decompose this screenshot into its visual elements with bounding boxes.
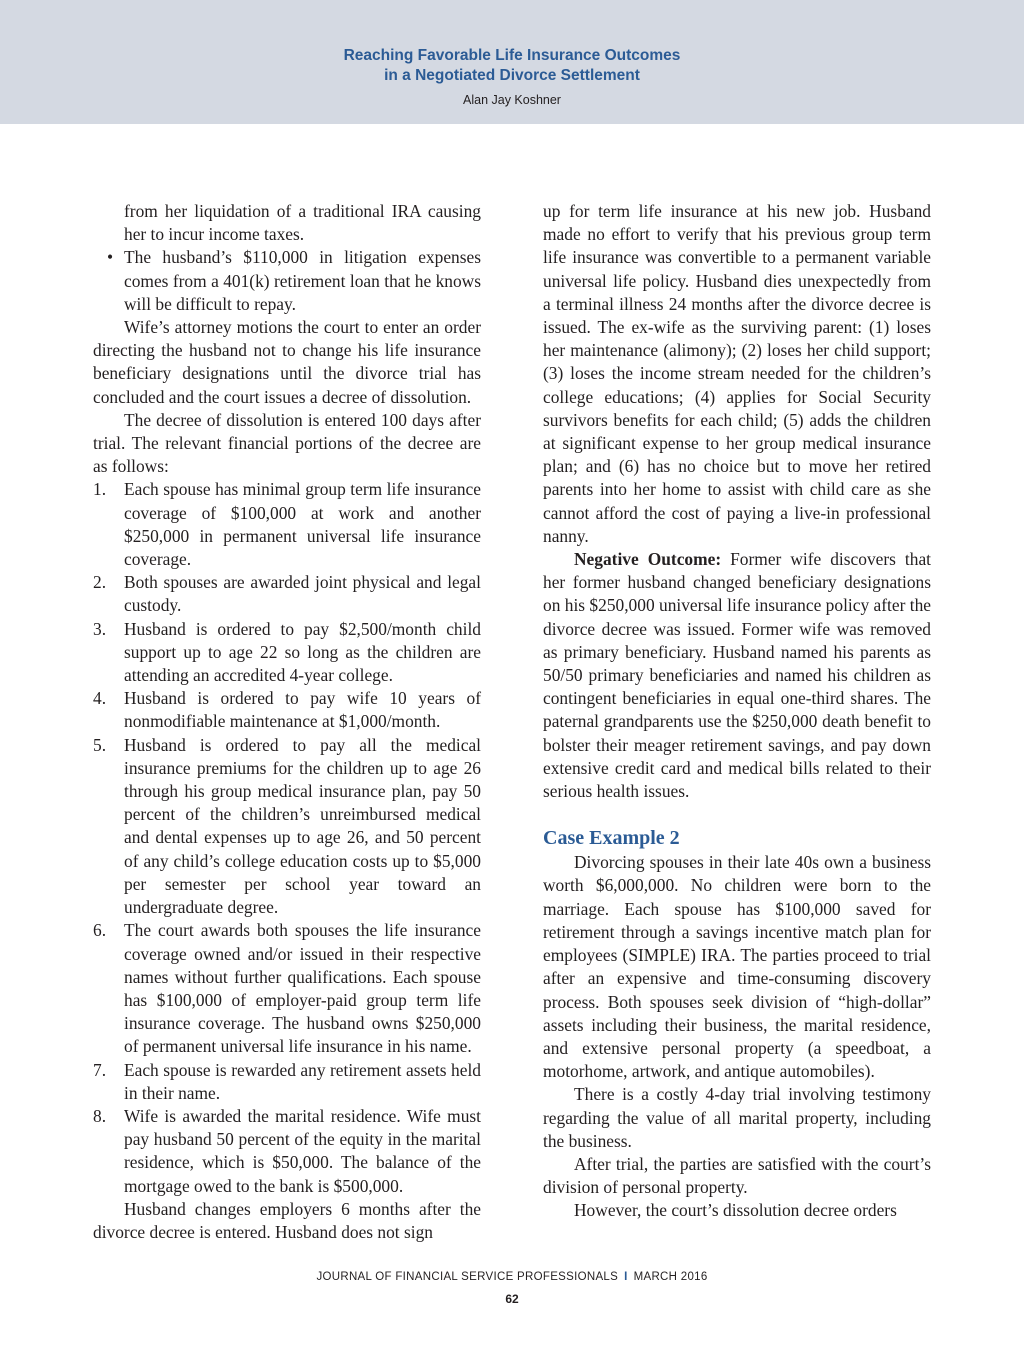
decree-list — [93, 478, 481, 1197]
paragraph-husband-changes-employers: Husband changes employers 6 months after the divorce decree is entered. Husband does not sign — [93, 1198, 481, 1242]
bullet-mark: • — [107, 247, 114, 268]
list-item — [93, 478, 481, 571]
page-number: 62 — [505, 1292, 519, 1306]
list-number: 2. — [93, 572, 107, 593]
list-item — [93, 919, 481, 1058]
list-text: Husband is ordered to pay $2,500/month child support up to age 22 so long as the children are attending an accredited 4-year college. — [124, 618, 481, 686]
paragraph-after-trial: After trial, the parties are satisfied with the court’s division of personal property. — [543, 1153, 931, 1198]
paragraph-trial: There is a costly 4-day trial involving testimony regarding the value of all marital property, including the business. — [543, 1084, 931, 1151]
list-text: Both spouses are awarded joint physical and legal custody. — [124, 572, 481, 616]
paragraph-case-intro: Divorcing spouses in their late 40s own a business worth $6,000,000. No children were born to the marriage. Each spouse has $100,000 saved for retirement through a savings incentive match plan for employees (SIMPLE) IRA. The parties proceed to trial after an expensive and time-consuming discovery process. Both spouses seek division of “high-dollar” assets including their business, the marital residence, and extensive personal property (a speedboat, a motorhome, artwork, and antique automobiles). — [543, 852, 931, 1082]
list-item — [93, 687, 481, 733]
section-heading: Case Example 2 — [543, 827, 680, 850]
list-item — [93, 1105, 481, 1198]
list-item — [93, 618, 481, 688]
list-number: 7. — [93, 1059, 107, 1080]
page-footer — [0, 1271, 1024, 1283]
paragraph-attorney-motion: Wife’s attorney motions the court to enter an order directing the husband not to change his life insurance beneficiary designations until the divorce trial has concluded and the court issues a decree of dissolution. — [93, 317, 481, 407]
list-number: 1. — [93, 479, 107, 500]
right-column — [543, 200, 931, 1223]
footer-separator: I — [624, 1271, 628, 1283]
paragraph-negative-outcome — [543, 548, 931, 803]
list-text: Husband is ordered to pay all the medical insurance premiums for the children up to age 26 through his group medical insurance plan, pay 50 percent of the children’s unreimbursed medical and dental expenses up to age 26, and 50 percent of any child’s college education costs up to $5,000 per semester per school year toward an undergraduate degree. — [124, 734, 481, 918]
paragraph-decree-entered: The decree of dissolution is entered 100 days after trial. The relevant financial portions of the decree are as follows: — [93, 409, 481, 477]
left-column — [93, 200, 481, 1244]
list-number: 6. — [93, 920, 107, 941]
list-item — [93, 734, 481, 920]
list-text: The court awards both spouses the life insurance coverage owned and/or issued in their respective names without further qualifications. Each spouse has $100,000 of employer-paid group term life insurance coverage. The husband owns $250,000 of permanent universal life insurance in his name. — [124, 920, 481, 1057]
list-item — [93, 571, 481, 617]
article-title-line-1: Reaching Favorable Life Insurance Outcomes — [343, 47, 681, 64]
list-number: 8. — [93, 1105, 107, 1126]
list-text: Wife is awarded the marital residence. Wife must pay husband 50 percent of the equity in the marital residence, which is $50,000. The balance of the mortgage owed to the bank is $500,000. — [124, 1105, 481, 1196]
bullet-text: The husband’s $110,000 in litigation expenses comes from a 401(k) retirement loan that he knows will be difficult to repay. — [124, 247, 481, 314]
journal-name: JOURNAL OF FINANCIAL SERVICE PROFESSIONALS — [316, 1271, 619, 1283]
list-number: 5. — [93, 734, 107, 755]
issue-date: MARCH 2016 — [633, 1271, 708, 1283]
continued-bullet-text: from her liquidation of a traditional IRA causing her to incur income taxes. — [124, 201, 481, 245]
negative-outcome-label: Negative Outcome: — [574, 549, 722, 570]
bullet-item — [93, 246, 481, 316]
list-number: 4. — [93, 688, 107, 709]
list-text: Each spouse has minimal group term life insurance coverage of $100,000 at work and another $250,000 in permanent universal life insurance coverage. — [124, 479, 481, 570]
article-author: Alan Jay Koshner — [463, 93, 561, 107]
article-title-line-2: in a Negotiated Divorce Settlement — [384, 67, 640, 84]
list-text: Husband is ordered to pay wife 10 years of nonmodifiable maintenance at $1,000/month. — [124, 688, 481, 732]
list-number: 3. — [93, 618, 107, 639]
paragraph-continued: up for term life insurance at his new job. Husband made no effort to verify that his previous group term life insurance was convertible to a permanent variable universal life policy. Husband dies unexpectedly from a terminal illness 24 months after the divorce decree is issued. The ex-wife as the surviving parent: (1) loses her maintenance (alimony); (2) loses her child support; (3) loses the income stream needed for the children’s college educations; (4) applies for Social Security survivors benefits for each child; (5) adds the children at significant expense to her group medical insurance plan; and (6) has no choice but to move her retired parents into her home to assist with child care as she cannot afford the cost of paying a live-in professional nanny. — [543, 201, 931, 546]
running-header — [0, 0, 1024, 124]
list-text: Each spouse is rewarded any retirement assets held in their name. — [124, 1059, 481, 1103]
paragraph-however: However, the court’s dissolution decree orders — [574, 1200, 897, 1221]
list-item — [93, 1059, 481, 1105]
negative-outcome-text: Former wife discovers that her former husband changed beneficiary designations on his $250,000 universal life insurance policy after the divorce decree was issued. Former wife was removed as primary beneficiary. Husband named his parents as 50/50 primary beneficiaries and named his children as contingent beneficiaries in equal one-third shares. The paternal grandparents use the $250,000 death benefit to bolster their meager retirement savings, and pay down extensive credit card and medical bills related to their serious health issues. — [543, 549, 931, 802]
